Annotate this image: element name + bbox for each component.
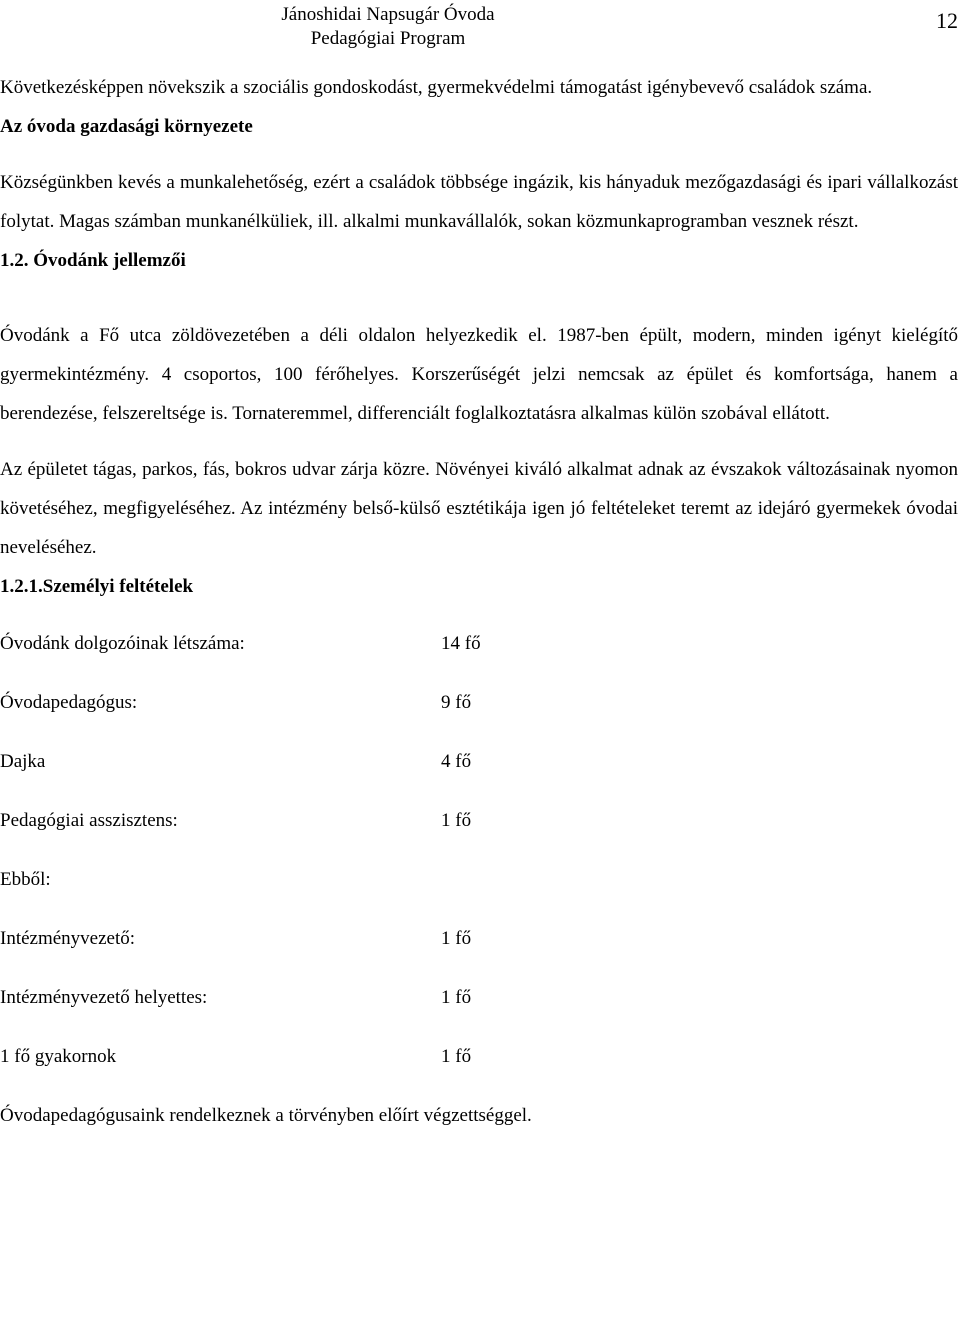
page-number: 12 [936, 8, 958, 33]
staff-value: 1 fő [441, 987, 472, 1008]
staff-label: Pedagógiai asszisztens: [0, 810, 178, 831]
header-institution-name: Jánoshidai Napsugár Óvoda [281, 4, 495, 25]
section-heading-economy [0, 107, 958, 146]
kindergarten-paragraph: Óvodánk a Fő utca zöldövezetében a déli oldalon helyezkedik el. 1987-ben épült, modern, minden igényt kielégítő gyermekintézmény. 4 csoportos, 100 férőhelyes. Korszerűségét jelzi nemcsak az épület és komfortsága, hanem a berendezése, felszereltsége is. Tornateremmel, differenciált foglalkoztatásra alkalmas külön szobával ellátott. [0, 325, 958, 424]
staff-label: Intézményvezető helyettes: [0, 987, 208, 1008]
staff-label: 1 fő gyakornok [0, 1046, 117, 1067]
closing-paragraph: Óvodapedagógusaink rendelkeznek a törvényben előírt végzettséggel. [0, 1105, 532, 1126]
staff-row [0, 978, 958, 1037]
staff-row [0, 742, 958, 801]
intro-paragraph: Következésképpen növekszik a szociális gondoskodást, gyermekvédelmi támogatást igénybevevő családok száma. [0, 77, 873, 98]
staff-value: 4 fő [441, 751, 472, 772]
staff-row [0, 801, 958, 860]
staff-row [0, 683, 958, 742]
staff-row [0, 1037, 958, 1096]
building-paragraph: Az épületet tágas, parkos, fás, bokros udvar zárja közre. Növényei kiváló alkalmat adnak az évszakok változásainak nyomon követéséhez, megfigyeléséhez. Az intézmény belső-külső esztétikája igen jó feltételeket teremt az idejáró gyermekek óvodai neveléséhez. [0, 459, 958, 558]
section-heading-1-2: 1.2. Óvodánk jellemzői [0, 250, 186, 271]
staff-row [0, 624, 958, 683]
staff-label: Óvodapedagógus: [0, 692, 138, 713]
section-heading-1-2-1: 1.2.1.Személyi feltételek [0, 576, 194, 597]
staff-label: Dajka [0, 751, 46, 772]
staff-row [0, 919, 958, 978]
economy-paragraph: Községünkben kevés a munkalehetőség, ezért a családok többsége ingázik, kis hányaduk mezőgazdasági és ipari vállalkozást folytat. Magas számban munkanélküliek, ill. alkalmi munkavállalók, sokan közmunkaprogramban vesznek részt. [0, 172, 958, 232]
staff-list [0, 624, 958, 1155]
staff-value: 1 fő [441, 928, 472, 949]
of-which-label: Ebből: [0, 869, 51, 890]
header-document-title: Pedagógiai Program [310, 28, 466, 49]
staff-value: 14 fő [441, 633, 481, 654]
section-heading-economy-text: Az óvoda gazdasági környezete [0, 116, 253, 137]
page-content [0, 68, 958, 1155]
staff-value: 9 fő [441, 692, 472, 713]
staff-label: Intézményvezető: [0, 928, 136, 949]
page-header [0, 4, 960, 52]
staff-value: 1 fő [441, 1046, 472, 1067]
staff-label: Óvodánk dolgozóinak létszáma: [0, 633, 245, 654]
staff-value: 1 fő [441, 810, 472, 831]
